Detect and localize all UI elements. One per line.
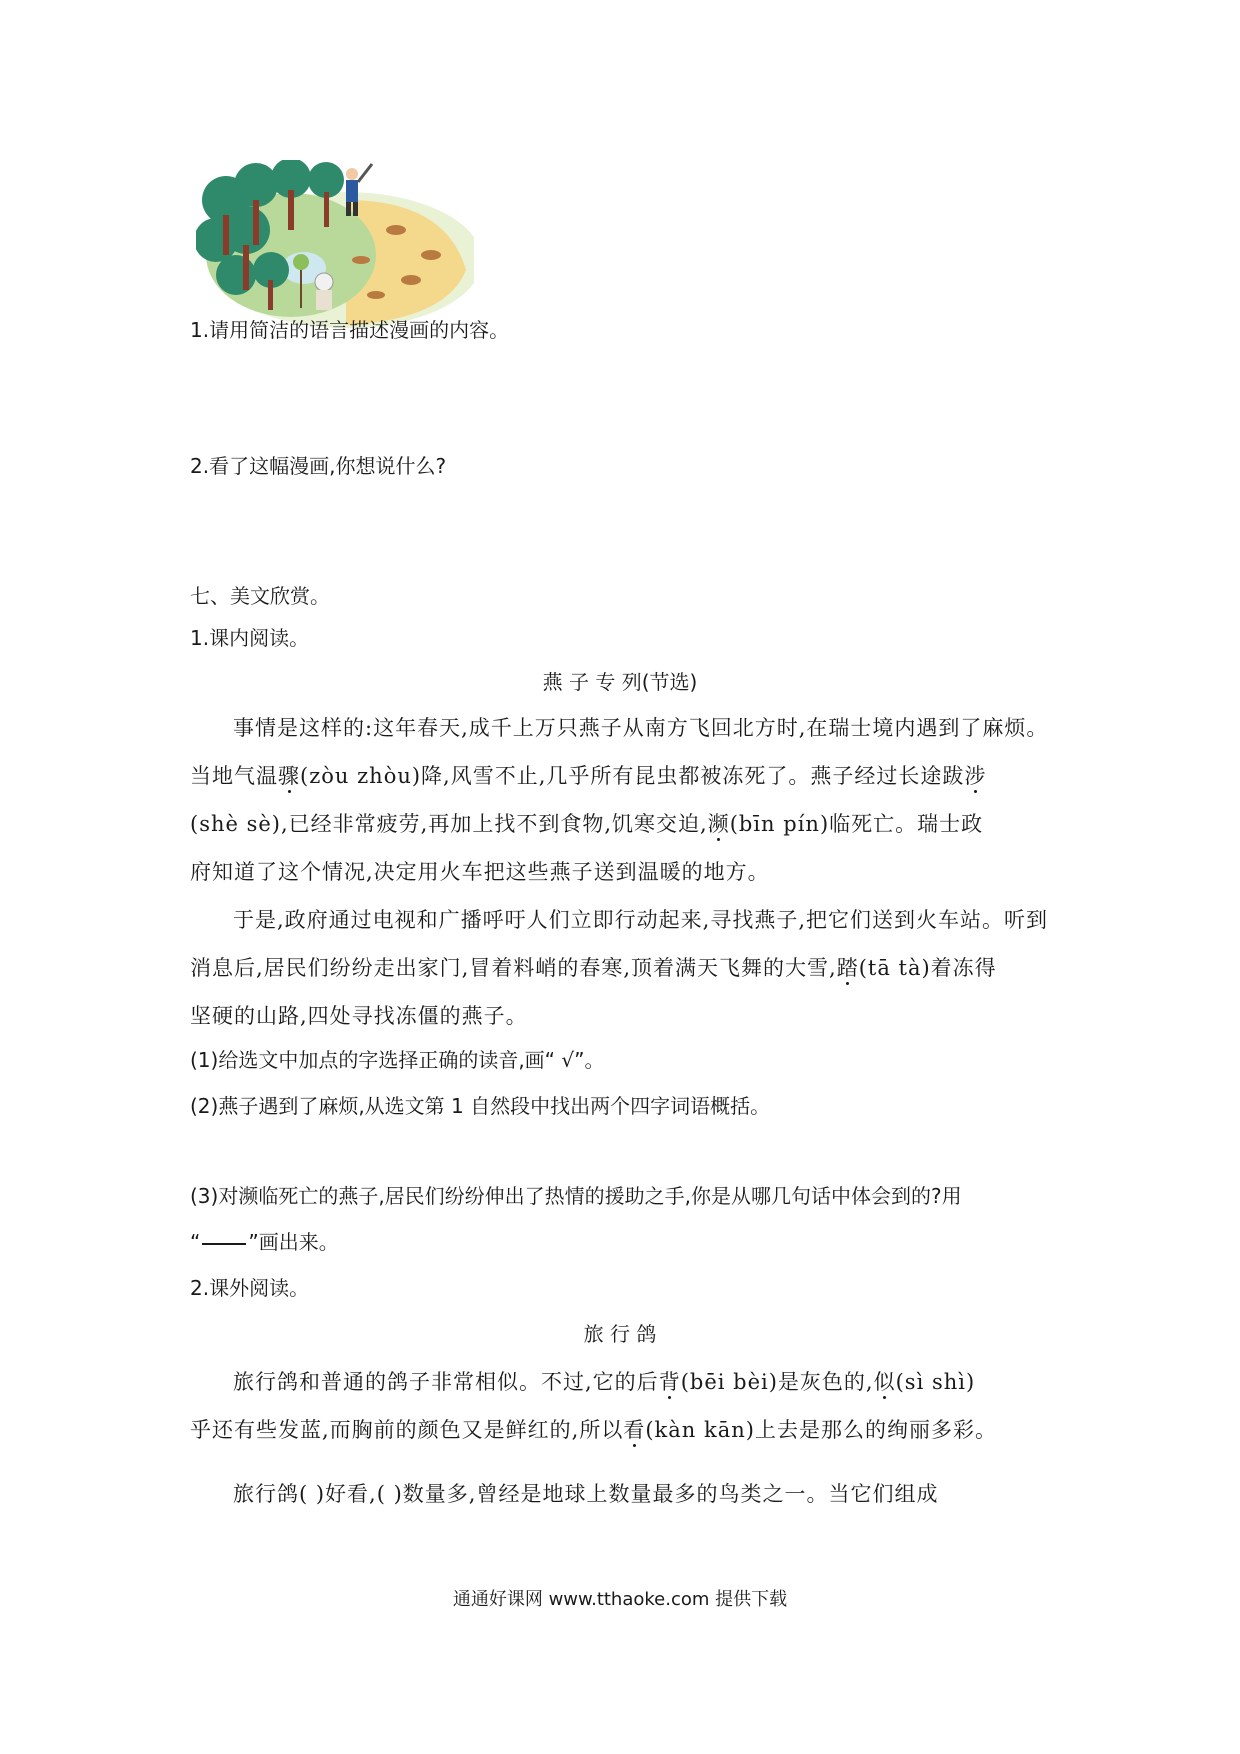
subquestion-3-cont: “ ”画出来。 — [190, 1230, 339, 1254]
passage-1-text: 消息后,居民们纷纷走出家门,冒着料峭的春寒,顶着满天飞舞的大雪,踏(tā tà)着冻得 — [190, 956, 997, 980]
passage-1-text: 当地气温骤(zòu zhòu)降,风雪不止,几乎所有昆虫都被冻死了。燕子经过长途跋涉 — [190, 764, 987, 788]
passage-1-text: 于是,政府通过电视和广播呼吁人们立即行动起来,寻找燕子,把它们送到火车站。听到 — [233, 908, 1049, 932]
subquestion-1: (1)给选文中加点的字选择正确的读音,画“ √”。 — [190, 1048, 605, 1072]
question-1: 1.请用简洁的语言描述漫画的内容。 — [190, 318, 510, 342]
reading-1-label: 1.课内阅读。 — [190, 626, 310, 650]
dotted-char: 涉 — [964, 764, 987, 788]
dotted-char: 骤 — [278, 764, 300, 788]
reading-2-label: 2.课外阅读。 — [190, 1276, 310, 1300]
passage-1-text: (shè sè),已经非常疲劳,再加上找不到食物,饥寒交迫,濒(bīn pín)临死亡。瑞士政 — [190, 812, 984, 836]
question-2: 2.看了这幅漫画,你想说什么? — [190, 454, 447, 478]
passage-1-text: 事情是这样的:这年春天,成千上万只燕子从南方飞回北方时,在瑞士境内遇到了麻烦。 — [233, 716, 1049, 740]
cartoon-illustration — [196, 160, 474, 332]
subquestion-2: (2)燕子遇到了麻烦,从选文第 1 自然段中找出两个四字词语概括。 — [190, 1094, 771, 1118]
passage-2-text: 乎还有些发蓝,而胸前的颜色又是鲜红的,所以看(kàn kān)上去是那么的绚丽多彩。 — [190, 1418, 997, 1442]
page-footer: 通通好课网 www.tthaoke.com 提供下载 — [452, 1589, 788, 1610]
passage-2-text: 旅行鸽和普通的鸽子非常相似。不过,它的后背(bēi bèi)是灰色的,似(sì shì) — [233, 1370, 976, 1394]
passage-1-text: 府知道了这个情况,决定用火车把这些燕子送到温暖的地方。 — [190, 860, 770, 884]
passage-2-text: 旅行鸽( )好看,( )数量多,曾经是地球上数量最多的鸟类之一。当它们组成 — [233, 1482, 939, 1506]
dotted-char: 似 — [873, 1370, 896, 1394]
section-heading: 七、美文欣赏。 — [190, 584, 330, 608]
underline-blank — [202, 1243, 246, 1245]
subquestion-3: (3)对濒临死亡的燕子,居民们纷纷伸出了热情的援助之手,你是从哪几句话中体会到的?用 — [190, 1184, 962, 1208]
passage-2-title: 旅 行 鸽 — [583, 1322, 657, 1346]
passage-1-text: 坚硬的山路,四处寻找冻僵的燕子。 — [190, 1004, 528, 1028]
dotted-char: 踏 — [836, 956, 859, 980]
dotted-char: 看 — [623, 1418, 646, 1442]
dotted-char: 背 — [658, 1370, 681, 1394]
dotted-char: 濒 — [707, 812, 730, 836]
passage-1-title: 燕 子 专 列(节选) — [542, 670, 698, 694]
